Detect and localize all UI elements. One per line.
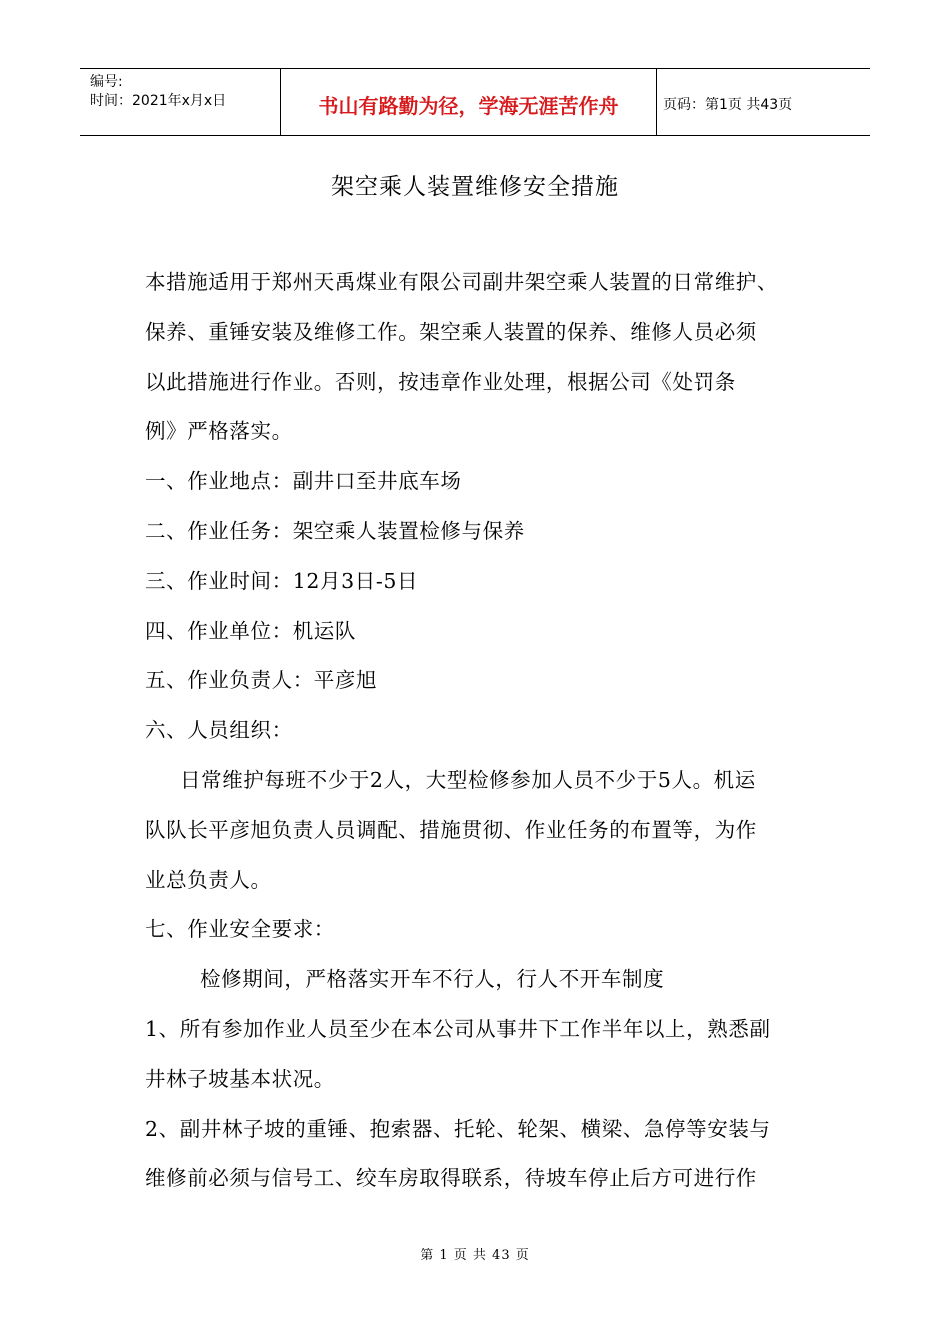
list-item: 1、所有参加作业人员至少在本公司从事井下工作半年以上，熟悉副: [145, 1016, 771, 1041]
body-line: 例》严格落实。: [145, 419, 293, 444]
body-line: 业总负责人。: [145, 867, 272, 892]
body-line: 保养、重锤安装及维修工作。架空乘人装置的保养、维修人员必须: [145, 319, 757, 344]
section-heading-organization: 六、人员组织：: [145, 718, 293, 743]
list-item: 2、副井林子坡的重锤、抱索器、托轮、轮架、横梁、急停等安装与: [145, 1116, 771, 1141]
header-info-cell: [80, 69, 281, 135]
body-line: 检修期间，严格落实开车不行人，行人不开车制度: [200, 967, 665, 992]
document-time-label: 时间：2021年x月x日: [90, 93, 227, 109]
document-title: 架空乘人装置维修安全措施: [331, 174, 619, 200]
header-page-number: 页码：第1页 共43页: [663, 97, 793, 113]
body-line: 维修前必须与信号工、绞车房取得联系，待坡车停止后方可进行作: [145, 1166, 757, 1191]
document-body: [145, 264, 815, 1210]
section-heading-task: 二、作业任务：架空乘人装置检修与保养: [145, 518, 525, 543]
body-line: 日常维护每班不少于2人，大型检修参加人员不少于5人。机运: [180, 767, 756, 792]
section-heading-unit: 四、作业单位：机运队: [145, 618, 356, 643]
body-line: 井林子坡基本状况。: [145, 1066, 335, 1091]
section-heading-time: 三、作业时间：12月3日-5日: [145, 568, 419, 593]
page-header: [80, 68, 870, 136]
document-number-label: 编号:: [90, 74, 123, 90]
section-heading-safety: 七、作业安全要求：: [145, 917, 335, 942]
header-motto: 书山有路勤为径，学海无涯苦作舟: [281, 69, 657, 135]
body-line: 队队长平彦旭负责人员调配、措施贯彻、作业任务的布置等，为作: [145, 817, 757, 842]
page-footer: 第 1 页 共 43 页: [420, 1248, 530, 1263]
section-heading-responsible: 五、作业负责人：平彦旭: [145, 668, 378, 693]
body-line: 以此措施进行作业。否则，按违章作业处理，根据公司《处罚条: [145, 369, 736, 394]
section-heading-location: 一、作业地点：副井口至井底车场: [145, 469, 462, 494]
body-line: 本措施适用于郑州天禹煤业有限公司副井架空乘人装置的日常维护、: [145, 270, 778, 294]
